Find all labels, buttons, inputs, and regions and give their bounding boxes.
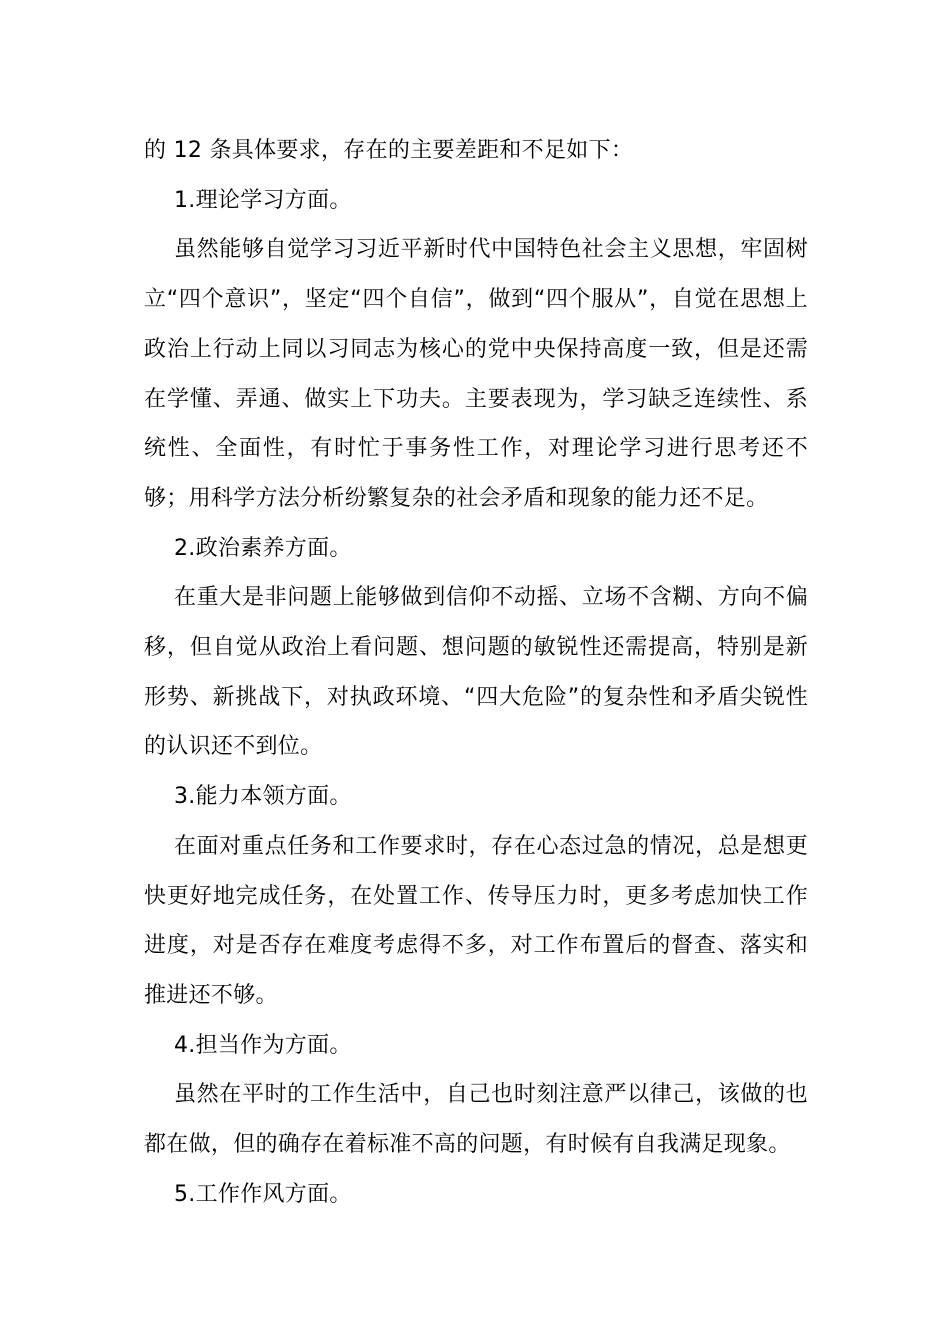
heading-theory-study: 1.理论学习方面。 [174,187,352,213]
paragraph-responsibility: 虽然在平时的工作生活中，自己也时刻注意严以律己，该做的也都在做，但的确存在着标准不高的问题，有时候有自我满足现象。 [144,1082,808,1158]
heading-political-literacy: 2.政治素养方面。 [174,535,352,561]
document-body [144,126,808,1219]
paragraph-ability-skills: 在面对重点任务和工作要求时，存在心态过急的情况，总是想更快更好地完成任务，在处置工作、传导压力时，更多考虑加快工作进度，对是否存在难度考虑得不多，对工作布置后的督查、落实和推进还不够。 [144,833,808,1008]
heading-ability-skills: 3.能力本领方面。 [174,784,352,810]
heading-responsibility: 4.担当作为方面。 [174,1032,352,1058]
paragraph-political-literacy: 在重大是非问题上能够做到信仰不动摇、立场不含糊、方向不偏移，但自觉从政治上看问题、想问题的敏锐性还需提高，特别是新形势、新挑战下，对执政环境、“四大危险”的复杂性和矛盾尖锐性的认识还不到位。 [144,585,808,760]
paragraph-theory-study: 虽然能够自觉学习习近平新时代中国特色社会主义思想，牢固树立“四个意识”，坚定“四个自信”，做到“四个服从”，自觉在思想上政治上行动上同以习同志为核心的党中央保持高度一致，但是还需在学懂、弄通、做实上下功夫。主要表现为，学习缺乏连续性、系统性、全面性，有时忙于事务性工作，对理论学习进行思考还不够；用科学方法分析纷繁复杂的社会矛盾和现象的能力还不足。 [144,237,808,511]
heading-work-style: 5.工作作风方面。 [174,1181,352,1207]
paragraph-intro: 的 12 条具体要求，存在的主要差距和不足如下： [144,138,634,163]
